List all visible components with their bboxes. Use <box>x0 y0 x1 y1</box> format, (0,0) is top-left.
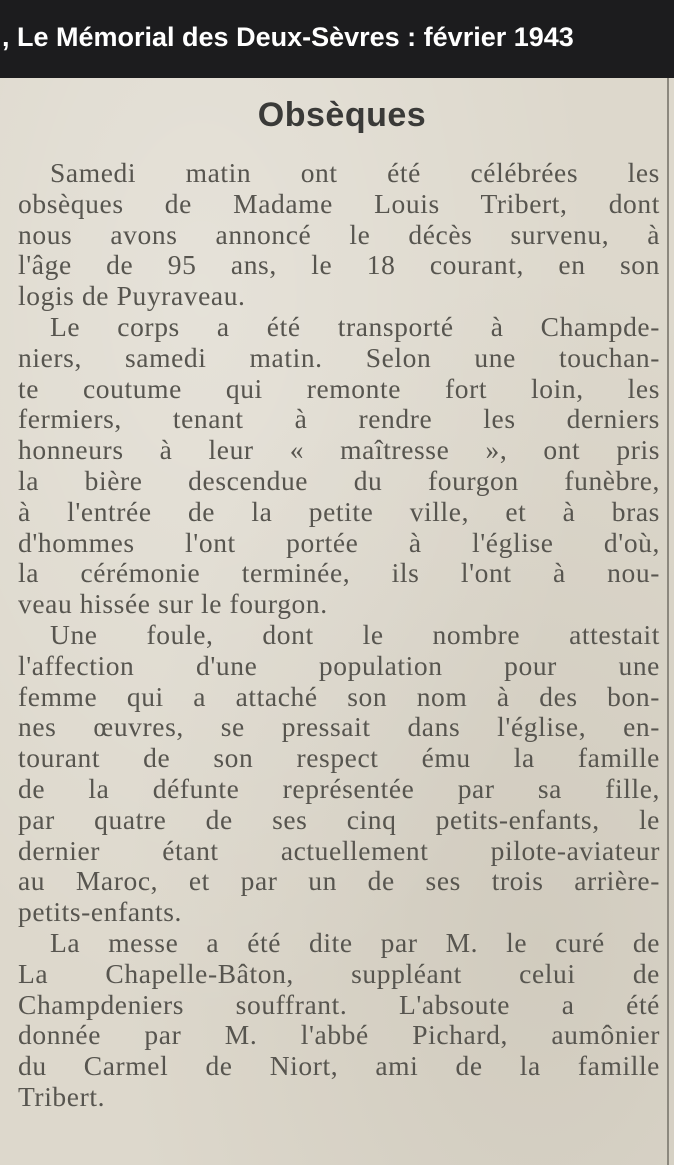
text-line: veau hissée sur le fourgon. <box>18 589 328 620</box>
text-line: la bière descendue du fourgon funèbre, <box>18 465 660 496</box>
article-headline: Obsèques <box>257 96 427 134</box>
text-line: d'hommes l'ont portée à l'église d'où, <box>18 527 660 558</box>
text-line: la cérémonie terminée, ils l'ont à nou- <box>18 558 660 589</box>
text-line: petits-enfants. <box>18 897 183 928</box>
article-body <box>18 158 660 1113</box>
text-line: La messe a été dite par M. le curé de <box>50 927 660 958</box>
paragraph <box>18 928 660 1113</box>
text-line: tourant de son respect ému la famille <box>18 743 660 774</box>
paragraph <box>18 158 660 312</box>
column-divider <box>667 78 669 1165</box>
title-bar <box>0 0 674 78</box>
text-line: au Maroc, et par un de ses trois arrière- <box>18 866 660 897</box>
text-line: l'âge de 95 ans, le 18 courant, en son <box>18 250 660 281</box>
text-line: à l'entrée de la petite ville, et à bras <box>18 496 660 527</box>
text-line: par quatre de ses cinq petits-enfants, le <box>18 804 660 835</box>
text-line: de la défunte représentée par sa fille, <box>18 773 660 804</box>
text-line: Tribert. <box>18 1081 106 1112</box>
text-line: Champdeniers souffrant. L'absoute a été <box>18 989 660 1020</box>
text-line: femme qui a attaché son nom à des bon- <box>18 681 660 712</box>
text-line: nous avons annoncé le décès survenu, à <box>18 219 660 250</box>
page-title: , Le Mémorial des Deux-Sèvres : février 1943 <box>2 22 574 52</box>
paragraph <box>18 312 660 620</box>
text-line: du Carmel de Niort, ami de la famille <box>18 1051 660 1082</box>
text-line: nes œuvres, se pressait dans l'église, en- <box>18 712 660 743</box>
text-line: niers, samedi matin. Selon une touchan- <box>18 342 660 373</box>
text-line: logis de Puyraveau. <box>18 281 246 312</box>
paragraph <box>18 620 660 928</box>
text-line: fermiers, tenant à rendre les derniers <box>18 404 660 435</box>
text-line: Le corps a été transporté à Champde- <box>50 311 660 342</box>
text-line: te coutume qui remonte fort loin, les <box>18 373 660 404</box>
text-line: honneurs à leur « maîtresse », ont pris <box>18 435 660 466</box>
text-line: Une foule, dont le nombre attestait <box>50 619 660 650</box>
text-line: l'affection d'une population pour une <box>18 650 660 681</box>
text-line: dernier étant actuellement pilote-aviateur <box>18 835 660 866</box>
text-line: obsèques de Madame Louis Tribert, dont <box>18 188 660 219</box>
text-line: Samedi matin ont été célébrées les <box>50 158 660 188</box>
text-line: donnée par M. l'abbé Pichard, aumônier <box>18 1020 660 1051</box>
text-line: La Chapelle-Bâton, suppléant celui de <box>18 958 660 989</box>
